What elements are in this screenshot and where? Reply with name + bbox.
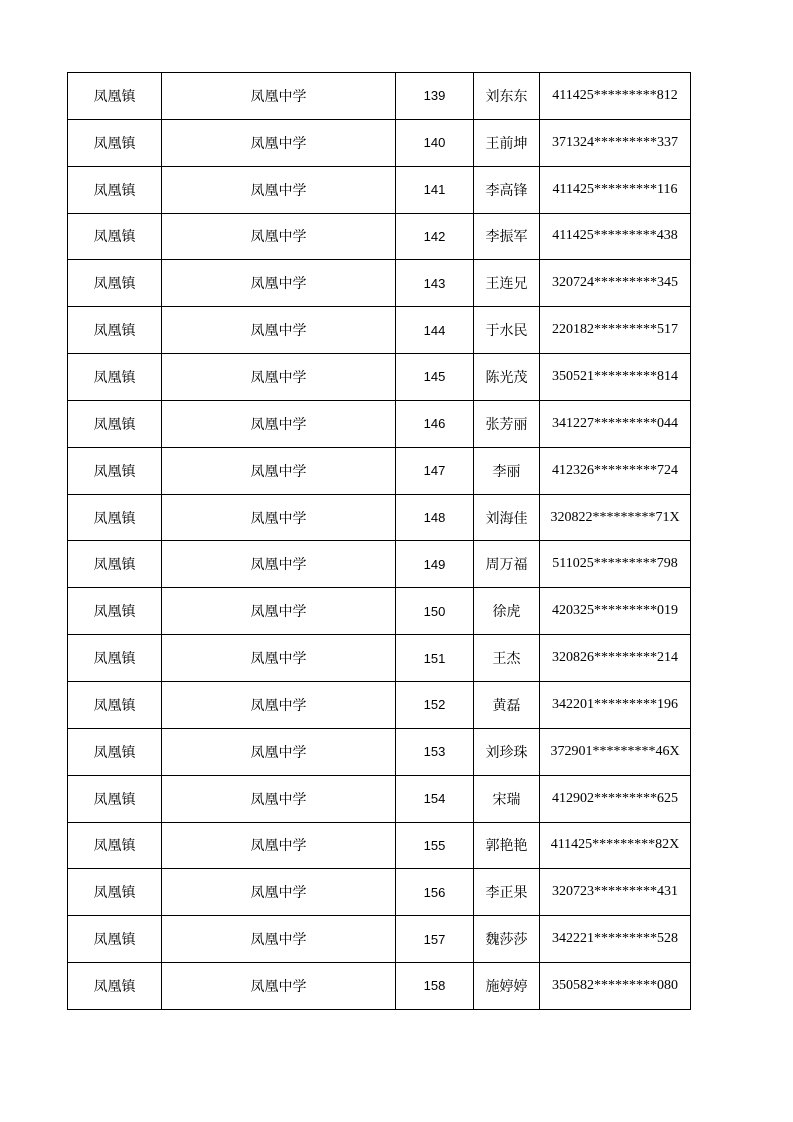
- id-number-cell: 412326*********724: [540, 447, 691, 494]
- name-cell: 李丽: [474, 447, 540, 494]
- number-cell: 150: [396, 588, 474, 635]
- id-number-cell: 342221*********528: [540, 916, 691, 963]
- table-row: [68, 400, 691, 447]
- roster-table: [67, 72, 691, 1010]
- town-cell: 凤凰镇: [68, 400, 162, 447]
- id-number-cell: 411425*********438: [540, 213, 691, 260]
- number-cell: 155: [396, 822, 474, 869]
- school-cell: 凤凰中学: [162, 916, 396, 963]
- id-number-cell: 341227*********044: [540, 400, 691, 447]
- id-number-cell: 320822*********71X: [540, 494, 691, 541]
- table-row: [68, 728, 691, 775]
- town-cell: 凤凰镇: [68, 213, 162, 260]
- table-row: [68, 541, 691, 588]
- id-number-cell: 411425*********812: [540, 73, 691, 120]
- town-cell: 凤凰镇: [68, 166, 162, 213]
- town-cell: 凤凰镇: [68, 822, 162, 869]
- table-row: [68, 588, 691, 635]
- name-cell: 陈光茂: [474, 354, 540, 401]
- school-cell: 凤凰中学: [162, 775, 396, 822]
- school-cell: 凤凰中学: [162, 963, 396, 1010]
- table-row: [68, 354, 691, 401]
- town-cell: 凤凰镇: [68, 73, 162, 120]
- number-cell: 157: [396, 916, 474, 963]
- school-cell: 凤凰中学: [162, 635, 396, 682]
- number-cell: 148: [396, 494, 474, 541]
- table-row: [68, 681, 691, 728]
- school-cell: 凤凰中学: [162, 822, 396, 869]
- town-cell: 凤凰镇: [68, 588, 162, 635]
- name-cell: 李正果: [474, 869, 540, 916]
- number-cell: 146: [396, 400, 474, 447]
- town-cell: 凤凰镇: [68, 260, 162, 307]
- school-cell: 凤凰中学: [162, 869, 396, 916]
- number-cell: 153: [396, 728, 474, 775]
- table-row: [68, 213, 691, 260]
- id-number-cell: 412902*********625: [540, 775, 691, 822]
- name-cell: 施婷婷: [474, 963, 540, 1010]
- school-cell: 凤凰中学: [162, 494, 396, 541]
- number-cell: 143: [396, 260, 474, 307]
- school-cell: 凤凰中学: [162, 728, 396, 775]
- school-cell: 凤凰中学: [162, 400, 396, 447]
- number-cell: 154: [396, 775, 474, 822]
- school-cell: 凤凰中学: [162, 681, 396, 728]
- school-cell: 凤凰中学: [162, 307, 396, 354]
- table-row: [68, 166, 691, 213]
- roster-body: [68, 73, 691, 1010]
- number-cell: 139: [396, 73, 474, 120]
- town-cell: 凤凰镇: [68, 916, 162, 963]
- table-row: [68, 73, 691, 120]
- table-row: [68, 494, 691, 541]
- name-cell: 于水民: [474, 307, 540, 354]
- name-cell: 周万福: [474, 541, 540, 588]
- table-row: [68, 119, 691, 166]
- town-cell: 凤凰镇: [68, 869, 162, 916]
- name-cell: 宋瑞: [474, 775, 540, 822]
- school-cell: 凤凰中学: [162, 260, 396, 307]
- school-cell: 凤凰中学: [162, 166, 396, 213]
- number-cell: 152: [396, 681, 474, 728]
- table-row: [68, 822, 691, 869]
- town-cell: 凤凰镇: [68, 541, 162, 588]
- town-cell: 凤凰镇: [68, 494, 162, 541]
- name-cell: 徐虎: [474, 588, 540, 635]
- school-cell: 凤凰中学: [162, 354, 396, 401]
- school-cell: 凤凰中学: [162, 213, 396, 260]
- table-row: [68, 635, 691, 682]
- name-cell: 郭艳艳: [474, 822, 540, 869]
- id-number-cell: 420325*********019: [540, 588, 691, 635]
- name-cell: 魏莎莎: [474, 916, 540, 963]
- town-cell: 凤凰镇: [68, 119, 162, 166]
- town-cell: 凤凰镇: [68, 635, 162, 682]
- number-cell: 141: [396, 166, 474, 213]
- name-cell: 王前坤: [474, 119, 540, 166]
- id-number-cell: 220182*********517: [540, 307, 691, 354]
- id-number-cell: 320723*********431: [540, 869, 691, 916]
- number-cell: 158: [396, 963, 474, 1010]
- name-cell: 李高锋: [474, 166, 540, 213]
- town-cell: 凤凰镇: [68, 354, 162, 401]
- school-cell: 凤凰中学: [162, 541, 396, 588]
- id-number-cell: 372901*********46X: [540, 728, 691, 775]
- school-cell: 凤凰中学: [162, 73, 396, 120]
- name-cell: 刘东东: [474, 73, 540, 120]
- number-cell: 145: [396, 354, 474, 401]
- id-number-cell: 511025*********798: [540, 541, 691, 588]
- table-row: [68, 775, 691, 822]
- school-cell: 凤凰中学: [162, 447, 396, 494]
- table-row: [68, 307, 691, 354]
- table-row: [68, 447, 691, 494]
- name-cell: 王连兄: [474, 260, 540, 307]
- name-cell: 王杰: [474, 635, 540, 682]
- school-cell: 凤凰中学: [162, 119, 396, 166]
- name-cell: 刘海佳: [474, 494, 540, 541]
- number-cell: 156: [396, 869, 474, 916]
- number-cell: 147: [396, 447, 474, 494]
- name-cell: 黄磊: [474, 681, 540, 728]
- id-number-cell: 350582*********080: [540, 963, 691, 1010]
- number-cell: 142: [396, 213, 474, 260]
- id-number-cell: 411425*********82X: [540, 822, 691, 869]
- town-cell: 凤凰镇: [68, 447, 162, 494]
- town-cell: 凤凰镇: [68, 681, 162, 728]
- table-row: [68, 869, 691, 916]
- school-cell: 凤凰中学: [162, 588, 396, 635]
- number-cell: 144: [396, 307, 474, 354]
- table-row: [68, 916, 691, 963]
- town-cell: 凤凰镇: [68, 775, 162, 822]
- number-cell: 149: [396, 541, 474, 588]
- id-number-cell: 320724*********345: [540, 260, 691, 307]
- id-number-cell: 411425*********116: [540, 166, 691, 213]
- town-cell: 凤凰镇: [68, 307, 162, 354]
- id-number-cell: 350521*********814: [540, 354, 691, 401]
- id-number-cell: 371324*********337: [540, 119, 691, 166]
- name-cell: 李振军: [474, 213, 540, 260]
- town-cell: 凤凰镇: [68, 728, 162, 775]
- town-cell: 凤凰镇: [68, 963, 162, 1010]
- name-cell: 张芳丽: [474, 400, 540, 447]
- name-cell: 刘珍珠: [474, 728, 540, 775]
- id-number-cell: 320826*********214: [540, 635, 691, 682]
- number-cell: 140: [396, 119, 474, 166]
- table-row: [68, 260, 691, 307]
- table-row: [68, 963, 691, 1010]
- id-number-cell: 342201*********196: [540, 681, 691, 728]
- number-cell: 151: [396, 635, 474, 682]
